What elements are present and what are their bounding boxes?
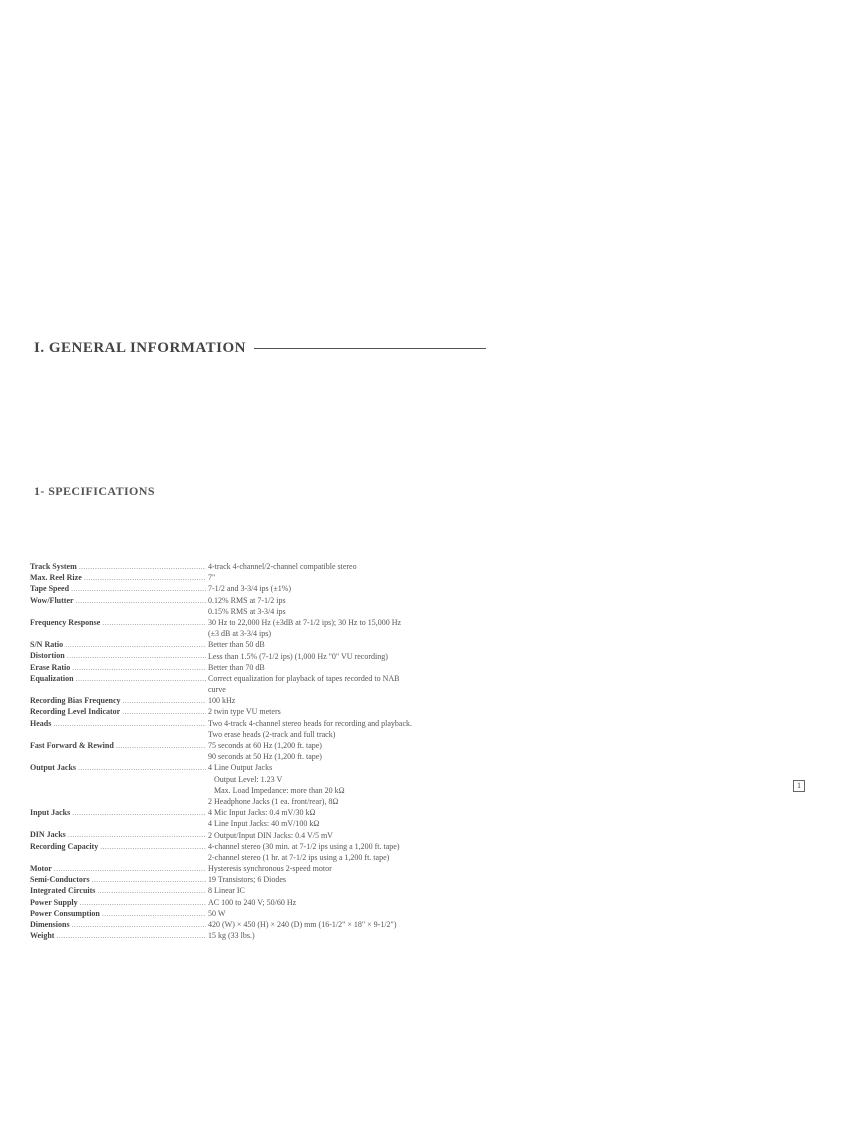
dot-leader xyxy=(123,695,206,706)
spec-label-text: Distortion xyxy=(30,651,65,661)
spec-row xyxy=(30,908,550,919)
spec-row xyxy=(30,651,550,662)
spec-label xyxy=(30,740,208,751)
spec-row xyxy=(30,919,550,930)
spec-label xyxy=(30,885,208,896)
spec-row xyxy=(30,695,550,706)
spec-value-line: 4-track 4-channel/2-channel compatible stereo xyxy=(208,562,357,571)
spec-label xyxy=(30,897,208,908)
spec-row xyxy=(30,718,550,740)
dot-leader xyxy=(79,561,206,572)
spec-label-text: Input Jacks xyxy=(30,808,71,818)
spec-values xyxy=(208,572,550,583)
spec-label-text: Erase Ratio xyxy=(30,662,71,672)
dot-leader xyxy=(102,908,206,919)
spec-label xyxy=(30,595,208,606)
dot-leader xyxy=(102,617,206,628)
spec-value-line: AC 100 to 240 V; 50/60 Hz xyxy=(208,897,297,907)
spec-value-line: 100 kHz xyxy=(208,696,236,706)
spec-value-line: Better than 50 dB xyxy=(208,640,265,650)
dot-leader xyxy=(116,740,206,751)
spec-label-text: Power Consumption xyxy=(30,908,100,918)
spec-label-text: Fast Forward & Rewind xyxy=(30,740,114,750)
spec-row xyxy=(30,930,550,941)
spec-label-text: Weight xyxy=(30,931,55,941)
page-number: 1 xyxy=(793,780,805,792)
specifications-heading: 1- SPECIFICATIONS xyxy=(34,484,155,498)
spec-value-line: 4 Mic Input Jacks: 0.4 mV/30 kΩ xyxy=(208,808,316,818)
spec-label xyxy=(30,762,208,773)
spec-value-line: (±3 dB at 3-3/4 ips) xyxy=(208,629,272,639)
spec-row xyxy=(30,863,550,874)
spec-value-line: Correct equalization for playback of tapes recorded to NAB xyxy=(208,673,400,683)
spec-label xyxy=(30,718,208,729)
dot-leader xyxy=(76,595,206,606)
spec-label-text: Recording Capacity xyxy=(30,841,99,851)
spec-label xyxy=(30,908,208,919)
spec-values xyxy=(208,639,550,650)
spec-row xyxy=(30,561,550,572)
spec-row xyxy=(30,662,550,673)
spec-value-line: curve xyxy=(208,685,226,695)
dot-leader xyxy=(84,572,206,583)
spec-values xyxy=(208,919,550,930)
spec-label xyxy=(30,930,208,941)
spec-row xyxy=(30,897,550,908)
spec-value-line: Output Level: 1.23 V xyxy=(208,774,283,784)
spec-row xyxy=(30,639,550,650)
spec-values xyxy=(208,595,550,617)
spec-value-line: 4 Line Output Jacks xyxy=(208,763,273,773)
spec-row xyxy=(30,583,550,594)
spec-label-text: Output Jacks xyxy=(30,763,77,773)
spec-value-line: 15 kg (33 lbs.) xyxy=(208,931,255,941)
spec-values xyxy=(208,706,550,717)
section-heading-text: I. GENERAL INFORMATION xyxy=(34,340,246,356)
spec-label xyxy=(30,639,208,650)
spec-row xyxy=(30,673,550,695)
spec-value-line: 19 Transistors; 6 Diodes xyxy=(208,875,287,885)
dot-leader xyxy=(65,639,206,650)
spec-label xyxy=(30,919,208,930)
spec-label-text: Frequency Response xyxy=(30,617,101,627)
dot-leader xyxy=(76,673,206,684)
spec-label-text: Track System xyxy=(30,561,77,571)
spec-values xyxy=(208,561,550,572)
spec-value-line: Two erase heads (2-track and full track) xyxy=(208,729,336,739)
spec-values xyxy=(208,807,550,829)
spec-value-line: 2 Headphone Jacks (1 ea. front/rear), 8Ω xyxy=(208,796,339,806)
spec-value-line: 2-channel stereo (1 hr. at 7-1/2 ips using a 1,200 ft. tape) xyxy=(208,852,390,862)
spec-label xyxy=(30,695,208,706)
spec-label-text: Dimensions xyxy=(30,919,70,929)
spec-values xyxy=(208,897,550,908)
spec-values xyxy=(208,830,550,841)
spec-label xyxy=(30,863,208,874)
spec-values xyxy=(208,651,550,662)
dot-leader xyxy=(67,650,206,661)
dot-leader xyxy=(54,863,206,874)
spec-value-line: 90 seconds at 50 Hz (1,200 ft. tape) xyxy=(208,752,322,762)
spec-value-line: 7" xyxy=(208,573,216,583)
spec-label-text: Power Supply xyxy=(30,897,78,907)
spec-value-line: Two 4-track 4-channel stereo heads for recording and playback. xyxy=(208,718,413,728)
spec-row xyxy=(30,841,550,863)
spec-value-line: 50 W xyxy=(208,908,226,918)
spec-row xyxy=(30,706,550,717)
spec-value-line: 7-1/2 and 3-3/4 ips (±1%) xyxy=(208,584,292,594)
dot-leader xyxy=(53,718,206,729)
spec-value-line: 0.12% RMS at 7-1/2 ips xyxy=(208,595,286,605)
spec-label xyxy=(30,807,208,818)
spec-label-text: Wow/Flutter xyxy=(30,595,74,605)
spec-label xyxy=(30,662,208,673)
spec-row xyxy=(30,572,550,583)
spec-label xyxy=(30,874,208,885)
spec-row xyxy=(30,874,550,885)
dot-leader xyxy=(68,829,206,840)
spec-label-text: Tape Speed xyxy=(30,584,70,594)
spec-label-text: Recording Level Indicator xyxy=(30,707,121,717)
spec-values xyxy=(208,908,550,919)
spec-values xyxy=(208,930,550,941)
dot-leader xyxy=(92,874,206,885)
spec-value-line: 75 seconds at 60 Hz (1,200 ft. tape) xyxy=(208,741,322,750)
spec-label xyxy=(30,561,208,572)
dot-leader xyxy=(122,706,206,717)
spec-label xyxy=(30,572,208,583)
spec-value-line: 420 (W) × 450 (H) × 240 (D) mm (16-1/2" × 18" × 9-1/2") xyxy=(208,920,397,929)
spec-value-line: Better than 70 dB xyxy=(208,662,265,672)
dot-leader xyxy=(72,807,206,818)
spec-label-text: S/N Ratio xyxy=(30,640,64,650)
section-heading xyxy=(34,340,486,357)
spec-label xyxy=(30,706,208,717)
spec-values xyxy=(208,863,550,874)
spec-label-text: Recording Bias Frequency xyxy=(30,696,121,706)
spec-label-text: Max. Reel Rize xyxy=(30,573,82,583)
spec-label-text: DIN Jacks xyxy=(30,830,66,840)
spec-value-line: 2 Output/Input DIN Jacks: 0.4 V/5 mV xyxy=(208,830,333,840)
spec-values xyxy=(208,874,550,885)
spec-row xyxy=(30,762,550,807)
spec-value-line: Hysteresis synchronous 2-speed motor xyxy=(208,864,332,874)
spec-value-line: 30 Hz to 22,000 Hz (±3dB at 7-1/2 ips); 30 Hz to 15,000 Hz xyxy=(208,617,402,627)
heading-rule xyxy=(254,348,486,349)
dot-leader xyxy=(78,762,206,773)
spec-row xyxy=(30,740,550,762)
spec-values xyxy=(208,718,550,740)
dot-leader xyxy=(100,841,206,852)
spec-values xyxy=(208,841,550,863)
spec-values xyxy=(208,583,550,594)
dot-leader xyxy=(72,919,206,930)
spec-label xyxy=(30,841,208,852)
spec-values xyxy=(208,885,550,896)
spec-row xyxy=(30,807,550,829)
spec-row xyxy=(30,617,550,639)
spec-value-line: Less than 1.5% (7-1/2 ips) (1,000 Hz "0" VU recording) xyxy=(208,651,388,661)
spec-label-text: Motor xyxy=(30,864,52,874)
spec-label-text: Integrated Circuits xyxy=(30,886,96,896)
spec-value-line: 8 Linear IC xyxy=(208,886,245,896)
spec-row xyxy=(30,885,550,896)
spec-value-line: 4-channel stereo (30 min. at 7-1/2 ips using a 1,200 ft. tape) xyxy=(208,841,400,851)
spec-label xyxy=(30,583,208,594)
dot-leader xyxy=(71,583,206,594)
spec-label xyxy=(30,617,208,628)
dot-leader xyxy=(56,930,206,941)
spec-label-text: Heads xyxy=(30,718,52,728)
spec-label-text: Equalization xyxy=(30,673,74,683)
spec-value-line: Max. Load Impedance: more than 20 kΩ xyxy=(208,785,345,795)
spec-values xyxy=(208,762,550,807)
spec-label-text: Semi-Conductors xyxy=(30,875,90,885)
spec-label xyxy=(30,830,208,841)
spec-label xyxy=(30,673,208,684)
spec-values xyxy=(208,695,550,706)
spec-value-line: 4 Line Input Jacks: 40 mV/100 kΩ xyxy=(208,819,320,829)
specifications-table xyxy=(30,561,550,941)
spec-value-line: 0.15% RMS at 3-3/4 ips xyxy=(208,606,286,616)
spec-values xyxy=(208,617,550,639)
spec-label xyxy=(30,651,208,662)
dot-leader xyxy=(97,885,206,896)
spec-values xyxy=(208,673,550,695)
spec-values xyxy=(208,662,550,673)
spec-value-line: 2 twin type VU meters xyxy=(208,707,281,717)
spec-values xyxy=(208,740,550,762)
dot-leader xyxy=(72,662,206,673)
spec-row xyxy=(30,830,550,841)
spec-row xyxy=(30,595,550,617)
dot-leader xyxy=(80,897,206,908)
